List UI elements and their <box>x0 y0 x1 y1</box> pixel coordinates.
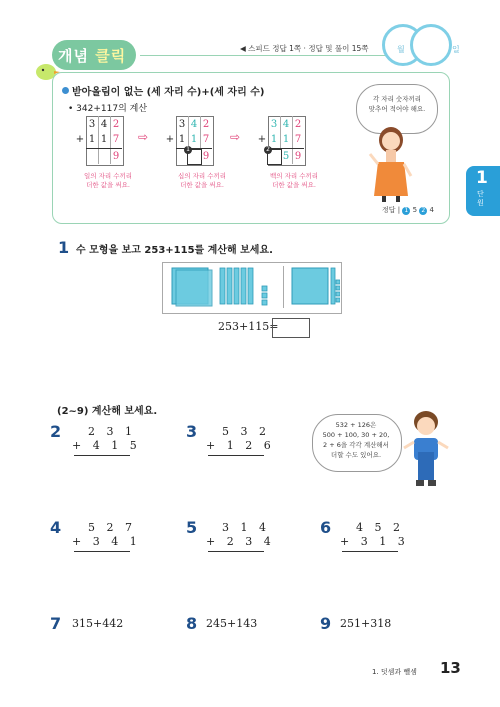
step-3-note-line: 더한 값을 써요. <box>272 181 316 189</box>
step-2-note-line: 더한 값을 써요. <box>180 181 224 189</box>
page-number: 13 <box>440 659 461 677</box>
result-digit: 9 <box>202 151 210 162</box>
digit: 3 <box>270 119 278 130</box>
step-2-note <box>170 172 234 190</box>
model-blocks-253 <box>170 266 278 308</box>
digit: 4 <box>190 119 198 130</box>
question-text: 수 모형을 보고 253+115를 계산해 보세요. <box>76 245 273 256</box>
arrow-right-icon: ⇨ <box>230 130 241 144</box>
header-rule <box>140 55 388 56</box>
calc-step-2 <box>162 116 222 172</box>
step-1-note <box>76 172 140 190</box>
problem-2-top: 2 3 1 <box>88 425 136 438</box>
digit: 7 <box>202 134 210 145</box>
digit: 4 <box>100 119 108 130</box>
arrow-right-icon: ⇨ <box>138 130 149 144</box>
bubble-line: 각 자리 숫자끼리 <box>372 95 422 103</box>
badge-word-1: 개념 <box>58 47 89 65</box>
bullet-icon <box>62 87 69 94</box>
unit-tab-number: 1 <box>476 168 488 188</box>
q1-answer-box[interactable] <box>272 318 310 338</box>
answer-reference: ◀ 스피드 정답 1쪽 · 정답 및 풀이 15쪽 <box>240 44 369 53</box>
problem-5-rule <box>208 551 264 552</box>
section-heading: (2~9) 계산해 보세요. <box>57 406 158 417</box>
concept-badge-label <box>58 45 126 66</box>
answer-reference-text: 스피드 정답 1쪽 · 정답 및 풀이 15쪽 <box>248 44 369 53</box>
speech-bubble-2-text <box>316 420 396 460</box>
problem-number: 8 <box>186 614 198 633</box>
problem-6-top: 4 5 2 <box>356 521 404 534</box>
problem-3-rule <box>208 455 264 456</box>
problem-2-rule <box>74 455 130 456</box>
concept-subtitle-text: 342+117의 계산 <box>76 104 148 114</box>
problem-9-expr: 251+318 <box>340 617 392 630</box>
step-3-note <box>262 172 326 190</box>
problem-number: 9 <box>320 614 332 633</box>
model-blocks-115 <box>290 266 340 308</box>
plus-sign: + <box>75 134 85 145</box>
digit: 1 <box>100 134 108 145</box>
model-divider <box>283 266 284 308</box>
date-circle-day <box>410 24 452 66</box>
marker-1-icon: 1 <box>402 207 410 215</box>
boy-illustration <box>400 408 452 490</box>
problem-number: 3 <box>186 422 198 441</box>
calc-step-1 <box>72 116 132 172</box>
teacher-illustration <box>366 126 416 202</box>
digit: 1 <box>88 134 96 145</box>
bubble-line: 맞추어 적어야 해요. <box>368 105 426 113</box>
calc-step-3 <box>254 116 314 172</box>
plus-sign: + <box>165 134 175 145</box>
digit: 4 <box>282 119 290 130</box>
marker-2-icon: 2 <box>264 146 272 154</box>
problem-8-expr: 245+143 <box>206 617 258 630</box>
concept-title <box>62 83 264 98</box>
marker-1-icon: 1 <box>184 146 192 154</box>
digit: 1 <box>270 134 278 145</box>
bubble2-line: 532 + 126은 <box>335 421 377 429</box>
plus-sign: + <box>257 134 267 145</box>
problem-4-top: 5 2 7 <box>88 521 136 534</box>
problem-3-top: 5 3 2 <box>222 425 270 438</box>
problem-number: 6 <box>320 518 332 537</box>
concept-subtitle: • 342+117의 계산 <box>68 104 148 114</box>
problem-5-top: 3 1 4 <box>222 521 270 534</box>
digit: 1 <box>190 134 198 145</box>
digit: 1 <box>178 134 186 145</box>
q1-equation: 253+115= <box>218 320 279 333</box>
step-1-note-line: 일의 자리 수끼리 <box>83 172 133 180</box>
badge-word-2: 클릭 <box>95 47 127 65</box>
step-1-note-line: 더한 값을 써요. <box>86 181 130 189</box>
result-digit: 9 <box>294 151 302 162</box>
chapter-footer: 1. 덧셈과 뺄셈 <box>372 668 417 676</box>
digit: 2 <box>112 119 120 130</box>
answer-1: 5 <box>412 206 418 214</box>
digit: 1 <box>282 134 290 145</box>
digit: 2 <box>202 119 210 130</box>
unit-tab-label-char: 원 <box>477 199 484 207</box>
digit: 3 <box>88 119 96 130</box>
digit: 7 <box>112 134 120 145</box>
problem-2-bottom: + 4 1 5 <box>72 439 141 452</box>
answer-2: 4 <box>429 206 434 214</box>
question-number: 1 <box>58 238 70 257</box>
marker-2-icon: 2 <box>419 207 427 215</box>
result-digit: 9 <box>112 151 120 162</box>
bubble2-line: 2 + 6을 각각 계산해서 <box>323 441 389 449</box>
problem-number: 4 <box>50 518 62 537</box>
bubble2-line: 500 + 100, 30 + 20, <box>322 431 390 439</box>
step-3-note-line: 백의 자리 수끼리 <box>269 172 319 180</box>
problem-4-bottom: + 3 4 1 <box>72 535 141 548</box>
problem-5-bottom: + 2 3 4 <box>206 535 275 548</box>
concept-answers: 정답 | 1 5 2 4 <box>382 206 434 214</box>
problem-number: 2 <box>50 422 62 441</box>
problem-number: 5 <box>186 518 198 537</box>
concept-title-text: 받아올림이 없는 (세 자리 수)+(세 자리 수) <box>72 87 265 98</box>
problem-6-bottom: + 3 1 3 <box>340 535 409 548</box>
bubble2-line: 더할 수도 있어요. <box>330 451 382 459</box>
result-digit: 5 <box>282 151 290 162</box>
problem-number: 7 <box>50 614 62 633</box>
answer-label: 정답 <box>382 206 396 214</box>
digit: 2 <box>294 119 302 130</box>
problem-7-expr: 315+442 <box>72 617 124 630</box>
problem-3-bottom: + 1 2 6 <box>206 439 275 452</box>
step-2-note-line: 십의 자리 수끼리 <box>177 172 227 180</box>
problem-4-rule <box>74 551 130 552</box>
day-label: 일 <box>452 45 460 54</box>
speech-bubble-text <box>362 94 432 114</box>
month-label: 월 <box>397 45 405 54</box>
digit: 7 <box>294 134 302 145</box>
digit: 3 <box>178 119 186 130</box>
unit-tab-label <box>477 190 484 208</box>
unit-tab-label-char: 단 <box>477 190 484 198</box>
problem-6-rule <box>342 551 398 552</box>
